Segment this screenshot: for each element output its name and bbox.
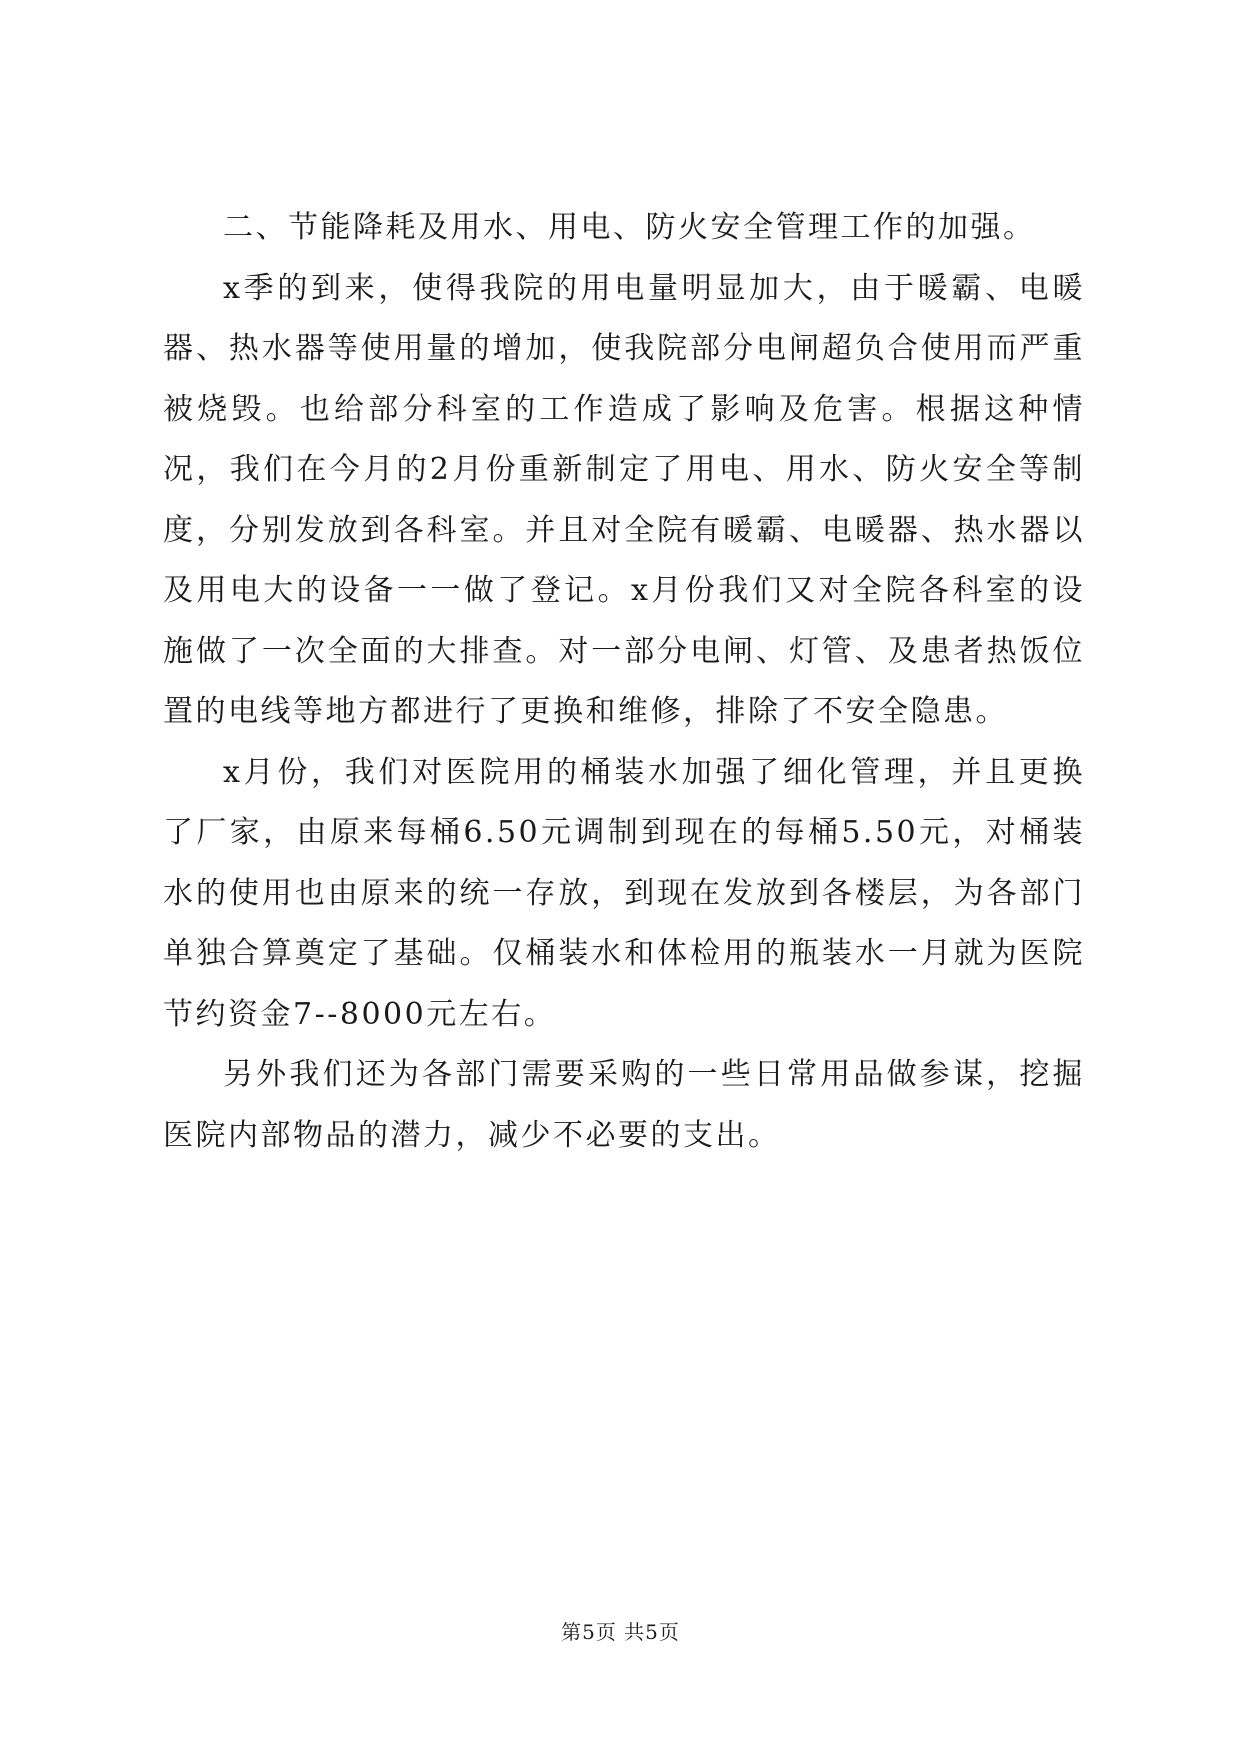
paragraph: x月份，我们对医院用的桶装水加强了细化管理，并且更换了厂家，由原来每桶6.50元调制到现在的每桶5.50元，对桶装水的使用也由原来的统一存放，到现在发放到各楼层，为各部门单独合算奠定了基础。仅桶装水和体检用的瓶装水一月就为医院节约资金7--8000元左右。 [163,754,1085,1032]
paragraph: x季的到来，使得我院的用电量明显加大，由于暖霸、电暖器、热水器等使用量的增加，使我院部分电闸超负合使用而严重被烧毁。也给部分科室的工作造成了影响及危害。根据这种情况，我们在今月的2月份重新制定了用电、用水、防火安全等制度，分别发放到各科室。并且对全院有暖霸、电暖器、热水器以及用电大的设备一一做了登记。x月份我们又对全院各科室的设施做了一次全面的大排查。对一部分电闸、灯管、及患者热饭位置的电线等地方都进行了更换和维修，排除了不安全隐患。 [163,270,1085,729]
page-number-footer: 第5页 共5页 [561,1620,680,1644]
document-body [163,198,1085,1166]
paragraph: 另外我们还为各部门需要采购的一些日常用品做参谋，挖掘医院内部物品的潜力，减少不必要的支出。 [163,1057,1085,1153]
section-heading: 二、节能降耗及用水、用电、防火安全管理工作的加强。 [223,210,1036,245]
